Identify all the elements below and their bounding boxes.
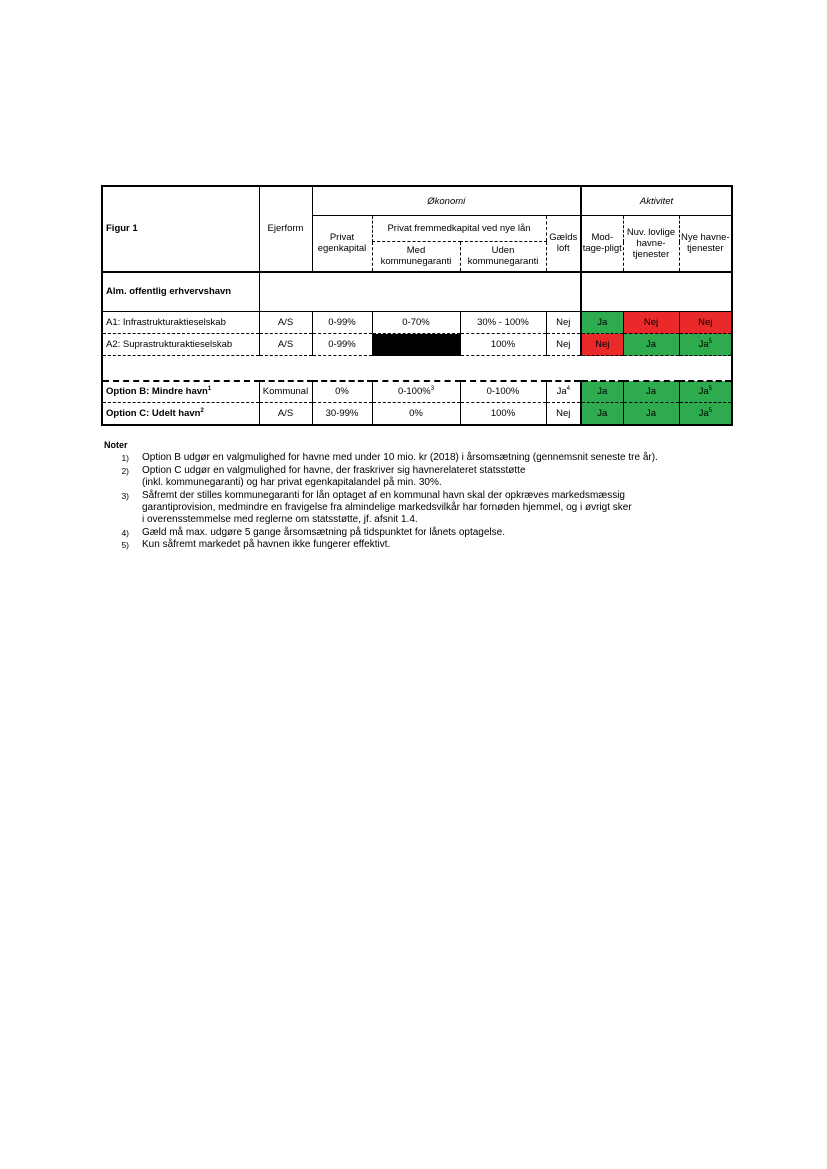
row-label: Option C: Udelt havn$^2$ xyxy=(106,407,204,419)
privat-fremmedkapital-header: Privat fremmedkapital ved nye lån xyxy=(372,216,546,242)
uden-kommunegaranti-header: Uden kommunegaranti xyxy=(460,242,546,272)
figure-label: Figur 1 xyxy=(102,186,259,272)
note-text: Option C udgør en valgmulighed for havne, der fraskriver sig havnerelateret statsstøtte (inkl. kommunegaranti) og har privat egenkapitalandel på min. 30%. xyxy=(142,464,526,489)
note-item xyxy=(104,465,742,490)
loft-cell: Ja$^4$ xyxy=(546,381,581,403)
table-row xyxy=(102,334,732,356)
nuv-cell: Ja xyxy=(623,381,679,403)
privat-cell: 0% xyxy=(312,381,372,403)
uden-cell: 100% xyxy=(460,403,546,425)
row-label: A2: Suprastrukturaktieselskab xyxy=(102,334,259,356)
med-cell: 0% xyxy=(372,403,460,425)
note-item xyxy=(104,539,742,551)
privat-cell: 0-99% xyxy=(312,334,372,356)
nye-cell: Ja$^5$ xyxy=(679,381,732,403)
med-cell: 0-100%$^3$ xyxy=(372,381,460,403)
loft-cell: Nej xyxy=(546,334,581,356)
med-cell: 0% xyxy=(372,334,460,356)
ejerform-cell: A/S xyxy=(259,334,312,356)
nuv-cell: Nej xyxy=(623,312,679,334)
loft-cell: Nej xyxy=(546,403,581,425)
row-label: A1: Infrastrukturaktieselskab xyxy=(102,312,259,334)
mod-cell: Nej xyxy=(581,334,623,356)
gaelds-loft-header: Gælds loft xyxy=(546,216,581,272)
privat-egenkapital-header: Privat egenkapital xyxy=(312,216,372,272)
mod-cell: Ja xyxy=(581,381,623,403)
privat-cell: 30-99% xyxy=(312,403,372,425)
note-number: 4) xyxy=(121,527,129,538)
mod-cell: Ja xyxy=(581,403,623,425)
med-kommunegaranti-header: Med kommunegaranti xyxy=(372,242,460,272)
note-item xyxy=(104,527,742,539)
nye-havne-header: Nye havne-tjenester xyxy=(679,216,732,272)
row-label: Option B: Mindre havn$^1$ xyxy=(102,381,259,403)
nuv-cell: Ja xyxy=(623,334,679,356)
ejerform-cell: A/S xyxy=(259,312,312,334)
nye-cell: Ja$^5$ xyxy=(679,403,732,425)
mod-cell: Ja xyxy=(581,312,623,334)
ejerform-header: Ejerform xyxy=(259,186,312,272)
nuv-lovlige-header: Nuv. lovlige havne-tjenester xyxy=(623,216,679,272)
figure-table xyxy=(101,185,733,426)
modtagepligt-header: Mod-tage-pligt xyxy=(581,216,623,272)
ejerform-cell: Kommunal xyxy=(259,381,312,403)
aktivitet-header: Aktivitet xyxy=(581,186,732,216)
note-number: 3) xyxy=(121,490,129,501)
section-label: Alm. offentlig erhvervshavn xyxy=(106,286,232,298)
uden-cell: 100% xyxy=(460,334,546,356)
uden-cell: 0-100% xyxy=(460,381,546,403)
loft-cell: Nej xyxy=(546,312,581,334)
okonomi-header: Økonomi xyxy=(312,186,581,216)
nuv-cell: Ja xyxy=(623,403,679,425)
notes-section xyxy=(104,439,742,552)
note-number: 5) xyxy=(121,540,129,551)
note-text: Såfremt der stilles kommunegaranti for lån optaget af en kommunal havn skal der opkræves markedsmæssig garantiprovision, medmindre en fravigelse fra almindelige markedsvilkår har fornøden hjemmel, og i øvrigt sker i overensstemmelse med reglerne om statsstøtte, jf. afsnit 1.4. xyxy=(142,489,632,526)
note-text: Option B udgør en valgmulighed for havne med under 10 mio. kr (2018) i årsomsætning (gennemsnit seneste tre år). xyxy=(142,452,658,464)
ejerform-cell: A/S xyxy=(259,403,312,425)
note-number: 1) xyxy=(121,453,129,464)
uden-cell: 30% - 100% xyxy=(460,312,546,334)
note-text: Kun såfremt markedet på havnen ikke fungerer effektivt. xyxy=(142,539,391,551)
nye-cell: Nej xyxy=(679,312,732,334)
note-number: 2) xyxy=(121,465,129,476)
note-item xyxy=(104,452,742,464)
table-row xyxy=(102,381,732,403)
nye-cell: Ja$^5$ xyxy=(679,334,732,356)
note-item xyxy=(104,490,742,527)
privat-cell: 0-99% xyxy=(312,312,372,334)
notes-title: Noter xyxy=(104,440,128,450)
note-text: Gæld må max. udgøre 5 gange årsomsætning på tidspunktet for lånets optagelse. xyxy=(142,526,505,538)
med-cell: 0-70% xyxy=(372,312,460,334)
table-row xyxy=(102,312,732,334)
table-row xyxy=(102,403,732,425)
